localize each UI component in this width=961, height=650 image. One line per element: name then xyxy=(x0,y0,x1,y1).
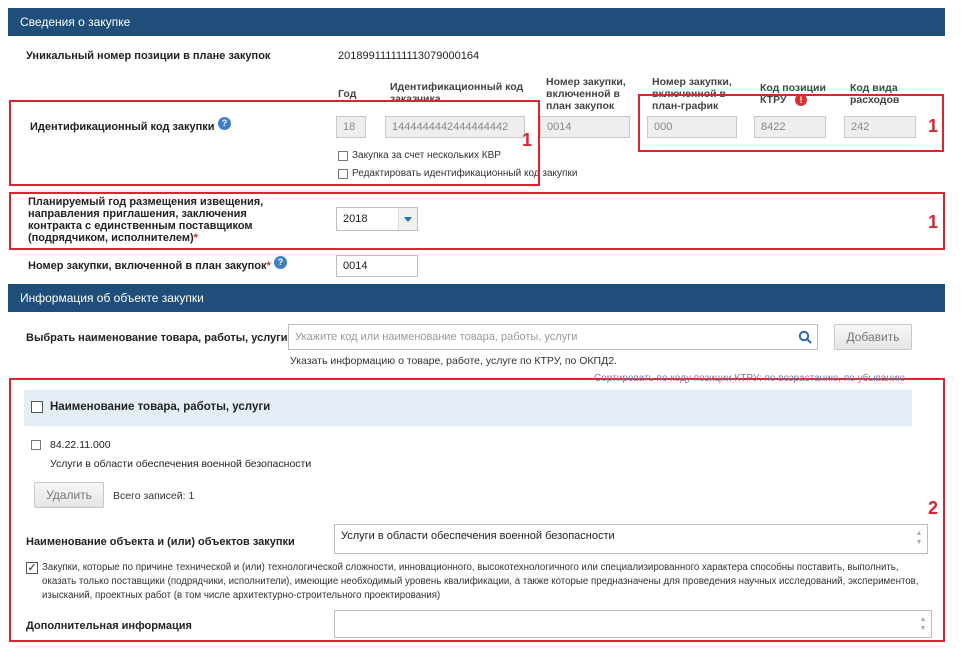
additional-info-label: Дополнительная информация xyxy=(26,620,192,632)
ikz-plan-number-field: 0014 xyxy=(540,116,630,138)
annotation-box-1b xyxy=(638,94,944,152)
annotation-number: 1 xyxy=(928,116,939,136)
col-head-year: Год xyxy=(338,88,357,100)
annotation-number: 2 xyxy=(928,498,939,518)
planned-year-value: 2018 xyxy=(343,213,368,225)
annotation-box-1a xyxy=(9,100,540,186)
select-all-checkbox[interactable] xyxy=(31,401,43,413)
search-input[interactable]: Укажите код или наименование товара, работы, услуги xyxy=(288,324,818,350)
col-head-customer-id: Идентификационный код заказчика xyxy=(390,81,524,105)
annotation-number: 1 xyxy=(928,212,939,232)
ikz-customer-id-field: 1444444442444444442 xyxy=(385,116,525,138)
annotation-number: 1 xyxy=(522,130,533,150)
annotation-box-1c xyxy=(9,192,945,250)
add-button[interactable]: Добавить xyxy=(834,324,912,350)
ktru-info-icon[interactable]: ! xyxy=(795,94,807,106)
special-purchase-label: Закупки, которые по причине технической и (или) технологической сложности, инновационного, высокотехнологичного или специализированного характера способны поставить, выполнить, оказать только поставщики (подрядчики, исполнители), имеющие необходимый уровень квалификации, а также которые предназначены для проведения научных исследований, экспериментов, изысканий, проектных работ (в том числе архитектурно-строительного проектирования) xyxy=(42,562,919,601)
unique-number-value: 201899111111113079000164 xyxy=(338,50,480,62)
unique-number-label: Уникальный номер позиции в плане закупок xyxy=(26,50,271,62)
col-head-schedule-number: Номер закупки, включенной в план-график xyxy=(652,76,732,112)
ikz-year-field: 18 xyxy=(336,116,366,138)
textarea-scroll-arrows-icon[interactable]: ▲ ▼ xyxy=(919,616,927,632)
ikz-ktru-code-field: 8422 xyxy=(754,116,826,138)
object-name-label: Наименование объекта и (или) объектов закупки xyxy=(26,536,295,548)
object-name-field[interactable] xyxy=(334,524,928,554)
plan-purchase-number-label: Номер закупки, включенной в план закупок* xyxy=(28,260,271,272)
section-header-purchase-info: Сведения о закупке xyxy=(8,8,945,36)
object-name-value: Услуги в области обеспечения военной безопасности xyxy=(341,530,615,542)
total-records: Всего записей: 1 xyxy=(113,490,195,502)
item-row-name: Услуги в области обеспечения военной безопасности xyxy=(50,458,312,470)
delete-button[interactable]: Удалить xyxy=(34,482,104,508)
ikz-schedule-number-field: 000 xyxy=(647,116,737,138)
help-icon[interactable]: ? xyxy=(218,117,231,130)
section-header-purchase-object: Информация об объекте закупки xyxy=(8,284,945,312)
col-head-plan-number: Номер закупки, включенной в план закупок xyxy=(546,76,626,112)
col-head-ktru-code: Код позиции КТРУ xyxy=(760,82,826,106)
ikz-label: Идентификационный код закупки xyxy=(30,121,215,133)
item-row-code: 84.22.11.000 xyxy=(50,439,111,451)
item-row-checkbox[interactable] xyxy=(31,440,41,450)
search-icon[interactable] xyxy=(798,330,812,347)
items-table-header-label: Наименование товара, работы, услуги xyxy=(50,401,271,413)
ikz-expense-code-field: 242 xyxy=(844,116,916,138)
sort-link[interactable]: Сортировать по коду позиции КТРУ: по возрастанию, по убыванию xyxy=(594,373,905,384)
plan-purchase-number-field[interactable]: 0014 xyxy=(336,255,418,277)
additional-info-field[interactable] xyxy=(334,610,932,638)
help-icon[interactable]: ? xyxy=(274,256,287,269)
special-purchase-checkbox[interactable]: ✓ xyxy=(27,562,37,574)
edit-ikz-label: Редактировать идентификационный код закупки xyxy=(352,168,578,179)
select-item-label: Выбрать наименование товара, работы, услуги xyxy=(26,332,288,344)
multiple-kvr-label: Закупка за счет нескольких КВР xyxy=(352,150,501,161)
hint-text: Указать информацию о товаре, работе, услуге по КТРУ, по ОКПД2. xyxy=(290,355,617,367)
textarea-scroll-arrows-icon[interactable]: ▲ ▼ xyxy=(915,530,923,546)
planned-year-label: Планируемый год размещения извещения, направления приглашения, заключения контракта с единственным поставщиком (подрядчиком, исполнителем)* xyxy=(28,196,264,244)
col-head-expense-code: Код вида расходов xyxy=(850,82,900,106)
